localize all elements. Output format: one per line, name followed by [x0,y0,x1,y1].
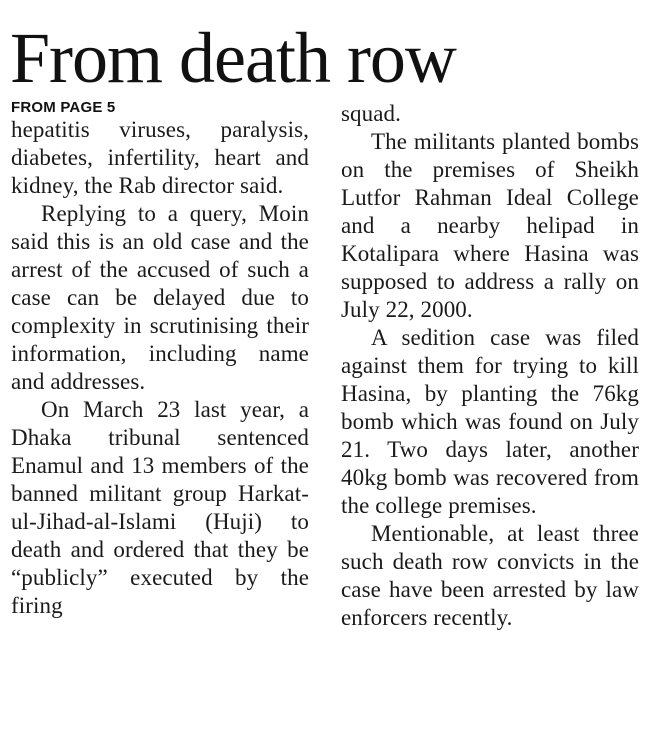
right-column [341,100,639,632]
left-column [11,100,309,632]
headline: From death row [10,18,456,98]
paragraph: The militants planted bombs on the premises of Sheikh Lutfor Rahman Ideal College and a nearby helipad in Kotalipara where Hasina was supposed to address a rally on July 22, 2000. [341,129,639,322]
paragraph: On March 23 last year, a Dhaka tribunal sentenced Enamul and 13 members of the banned militant group Harkat-ul-Jihad-al-Islami (Huji) to death and ordered that they be “publicly” executed by the firing [11,397,309,618]
paragraph: Replying to a query, Moin said this is an old case and the arrest of the accused of such a case can be delayed due to complexity in scrutinising their information, including name and addresses. [11,201,309,394]
paragraph: A sedition case was filed against them for trying to kill Hasina, by planting the 76kg bomb which was found on July 21. Two days later, another 40kg bomb was recovered from the college premises. [341,325,639,518]
jump-label: FROM PAGE 5 [11,99,116,116]
paragraph: squad. [341,101,402,126]
paragraph: hepatitis viruses, paralysis, diabetes, infertility, heart and kidney, the Rab director said. [11,117,309,198]
paragraph: Mentionable, at least three such death row convicts in the case have been arrested by law enforcers recently. [341,521,639,630]
article-body [11,100,639,632]
